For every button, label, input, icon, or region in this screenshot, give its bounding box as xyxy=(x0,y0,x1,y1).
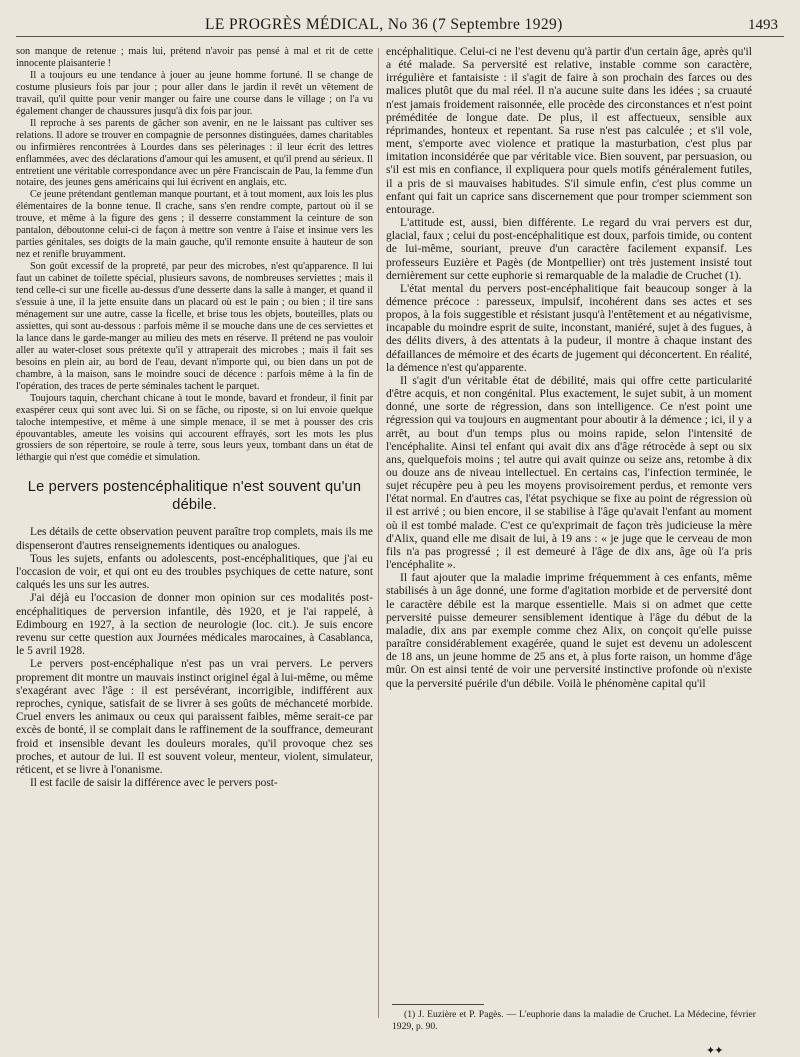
paragraph: Il faut ajouter que la maladie imprime fréquemment à ces enfants, même stabilisés à un âge donné, une forme d'agitation morbide et de perversité dont le caractère débile est la marque essentielle. Mais si on admet que cette perversité puisse demeurer sensiblement identique à l'âge du début de la maladie, dix ans par exemple comme chez Alix, on conçoit qu'elle puisse paraître considérablement exagérée, quand le sujet est devenu un adolescent de 18 ans, un jeune homme de 25 ans et, à plus forte raison, un homme d'âge mûr. On est ainsi tenté de voir une perversité instinctive profonde où n'existe que la perversité puérile d'un débile. Voilà le phénomène capital qu'il xyxy=(386,571,752,690)
page-number: 1493 xyxy=(748,17,778,33)
journal-title: LE PROGRÈS MÉDICAL, No 36 (7 Septembre 1929) xyxy=(205,16,563,33)
paragraph: son manque de retenue ; mais lui, prétend n'avoir pas pensé à mal et rit de cette innocente plaisanterie ! xyxy=(16,46,373,69)
footnote-text: (1) J. Euzière et P. Pagès. — L'euphorie dans la maladie de Cruchet. La Médecine, février 1929, p. 90. xyxy=(392,1009,756,1032)
paragraph: L'état mental du pervers post-encéphalitique fait beaucoup songer à la démence précoce : paresseux, impulsif, incohérent dans ses actes et ses propos, à la fois suggestible et résistant jusqu'à l'entêtement et au négativisme, incapable du moindre esprit de suite, inconstant, maniéré, sujet à des fugues, à des délits divers, à des attentats à la pudeur, il montre à chaque instant des défaillances de mémoire et des écarts de jugement qui déconcertent. En réalité, la démence n'est qu'apparente. xyxy=(386,281,753,374)
right-column xyxy=(386,45,752,690)
section-heading: Le pervers postencéphalitique n'est souvent qu'un débile. xyxy=(27,479,362,514)
paragraph: Il est facile de saisir la différence avec le pervers post- xyxy=(30,777,278,790)
end-ornament: ✦✦ xyxy=(706,1045,723,1057)
paragraph: Ce jeune prétendant gentleman manque pourtant, et à tout moment, aux lois les plus élémentaires de la bonne tenue. Il crache, sans s'en rendre compte, partout où il se trouve, et même à la figure des gens ; il desserre constamment la ceinture de son pantalon, déboutonne celui-ci de façon à mettre son ventre à l'aise et insinue vers les parties génitales, ses doigts de la main gauche, qu'il remonte ensuite à hauteur de son nez et renifle bruyamment. xyxy=(16,189,373,261)
paragraph: Il s'agit d'un véritable état de débilité, mais qui offre cette particularité d'être acquis, et non congénital. Plus exactement, le sujet subit, à un moment donné, une sorte de régression, dans son intelligence. Ce n'est point une régression qui va toujours en augmentant pour aboutir à la démence ; ici, il y a arrêt, au bout d'un temps plus ou moins rapide, selon l'intensité de l'encéphalite. Ainsi tel enfant qui avait dix ans d'âge rétrocède à sept ou six ans, quelquefois moins ; tel autre qui avait quinze ou seize ans, retombe à dix ou douze ans de niveau intellectuel. En certains cas, l'infection terminée, le sujet récupère peu à peu les moyens provisoirement perdus, et remonte vers l'état normal. En d'autres cas, l'état psychique se fixe au point de régression où il est arrivé ; ou bien encore, il se stabilise à l'âge qu'avait l'enfant au moment où il est tombé malade. C'est ce qu'exprimait de façon très judicieuse la mère d'Alix, quand elle me disait de lui, à 19 ans : « je juge que le cerveau de mon fils n'a pas progressé ; il est demeuré à l'âge de dix ans, âge où l'a pris l'encéphalite ». xyxy=(386,373,752,572)
paragraph: Il a toujours eu une tendance à jouer au jeune homme fortuné. Il se change de costume plusieurs fois par jour ; pour aller dans le jardin il revêt un vêtement de travail, qu'il quitte pour venir manger ou faire une course dans le village ; on l'a vu également changer de chaussures jusqu'à dix fois par jour. xyxy=(16,69,373,117)
paragraph: L'attitude est, aussi, bien différente. Le regard du vrai pervers est dur, glacial, faux ; celui du post-encéphalitique est doux, parfois timide, ou content de lui-même, souriant, preuve d'un caractère facilement expansif. Les professeurs Euzière et Pagès (de Montpellier) ont très justement insisté tout dernièrement sur cette euphorie si remarquable de la maladie de Cruchet (1). xyxy=(386,216,752,282)
header-rule xyxy=(16,36,784,37)
paragraph: Il reproche à ses parents de gâcher son avenir, en ne le laissant pas cultiver ses relations. Il adore se trouver en compagnie de personnes distinguées, dames charitables ou infirmières rencontrées à Lourdes dans ses pèlerinages : il leur écrit des lettres enflammées, avec des déclarations d'amour qui les amusent, et qu'il prend au sérieux. Il entretient une véritable correspondance avec un père Franciscain de Pau, la femme d'un notaire, des jeunes gens américains qui lui écrivent en anglais, etc. xyxy=(16,117,373,189)
footnote xyxy=(392,1009,756,1032)
footnote-rule xyxy=(392,1004,484,1005)
column-divider xyxy=(378,48,379,1018)
running-head xyxy=(0,14,800,34)
discussion-text xyxy=(16,526,373,790)
paragraph: Toujours taquin, cherchant chicane à tout le monde, bavard et frondeur, il finit par exaspérer ceux qui sont avec lui. Si on se fâche, ou riposte, si on lui envoie quelque taloche intempestive, et même à une simple menace, il se met à pousser des cris épouvantables, ameute les voisins qui accourent effrayés, sort les mots les plus grossiers de son répertoire, se roule à terre, sous leurs yeux, tombant dans un état de léthargie qui n'est que comédie et simulation. xyxy=(16,392,373,464)
paragraph: encéphalitique. Celui-ci ne l'est devenu qu'à partir d'un certain âge, après qu'il a été malade. Sa perversité est relative, instable comme son caractère, irrégulière et fantaisiste : il s'agit de faire à son prochain des farces ou des malices plutôt que du mal réel. Il n'a aucune suite dans les idées ; sa cruauté n'est jamais froidement raisonnée, elle procède des circonstances et n'est point préméditée de longue date. De plus, il est affectueux, sensible aux réprimandes, honteux et repentant. Sa ruse n'est pas calculée ; et s'il vole, ment, s'emporte avec violence et pratique la masturbation, c'est plus par imitation inconsidérée que par véritable vice. Bien souvent, par persuasion, ou s'il est mis en confiance, il expliquera pour quels motifs généralement futiles, il a pris de si mauvaises habitudes. S'il simule enfin, c'est plus comme un enfant qui fait un caprice sans discernement que pour tromper sciemment son entourage. xyxy=(386,45,752,216)
left-column xyxy=(16,46,373,790)
paragraph: Les détails de cette observation peuvent paraître trop complets, mais ils me dispenseront d'autres renseignements identiques ou analogues. xyxy=(16,526,373,552)
paragraph: Le pervers post-encéphalique n'est pas un vrai pervers. Le pervers proprement dit montre un mauvais instinct originel égal à lui-même, ou même s'exagérant avec l'âge : il est persévérant, incorrigible, indifférent aux reproches, cynique, satisfait de se livrer à ses goûts de méchanceté morbide. Cruel envers les animaux ou ceux qui paraissent faibles, même serait-ce par excès de bonté, il se complait dans le raffinement de la souffrance, demeurant froid et insensible devant les douleurs morales, qu'il provoque chez ses proches, et autour de lui. Il est souvent voleur, menteur, violent, simulateur, réticent, et se livre à l'onanisme. xyxy=(16,658,373,777)
paragraph: J'ai déjà eu l'occasion de donner mon opinion sur ces modalités post-encéphalitiques de perversion infantile, dès 1920, et je l'ai rappelé, à Edimbourg en 1927, à la section de neurologie (loc. cit.). Je suis encore revenu sur cette question aux Journées médicales marocaines, à Casablanca, le 5 avril 1928. xyxy=(16,592,373,658)
paragraph: Son goût excessif de la propreté, par peur des microbes, n'est qu'apparence. Il lui faut un cabinet de toilette spécial, plusieurs savons, de nombreuses serviettes ; mais il tend celle-ci sur une ficelle au-dessus d'une desserte dans la salle à manger, et quand il s'essuie à une, il la jette ensuite dans un placard où est le pain ; ou bien ; il tire sans ménagement sur une autre, casse la ficelle, et brise tous les objets, bouteilles, plats ou assiettes, qui sont au-dessous : parfois même il se mouche dans une de ces serviettes et la lance dans le garde-manger au milieu des mets en réserve. Il prétend ne pas vouloir aller au water-closet sous prétexte qu'il y attraperait des microbes ; mais il fait ses besoins en plein air, au bord de l'eau, devant n'importe qui, ou bien dans un pot de chambre, à la maison, sans le moindre souci de décence : parfois même à la fin de l'opération, des traces de perte séminales tachent le parquet. xyxy=(16,261,373,392)
paragraph: Tous les sujets, enfants ou adolescents, post-encéphalitiques, que j'ai eu l'occasion de voir, et qui ont eu des troubles psychiques de cette nature, sont calqués les uns sur les autres. xyxy=(16,552,373,592)
observation-text xyxy=(16,46,373,464)
